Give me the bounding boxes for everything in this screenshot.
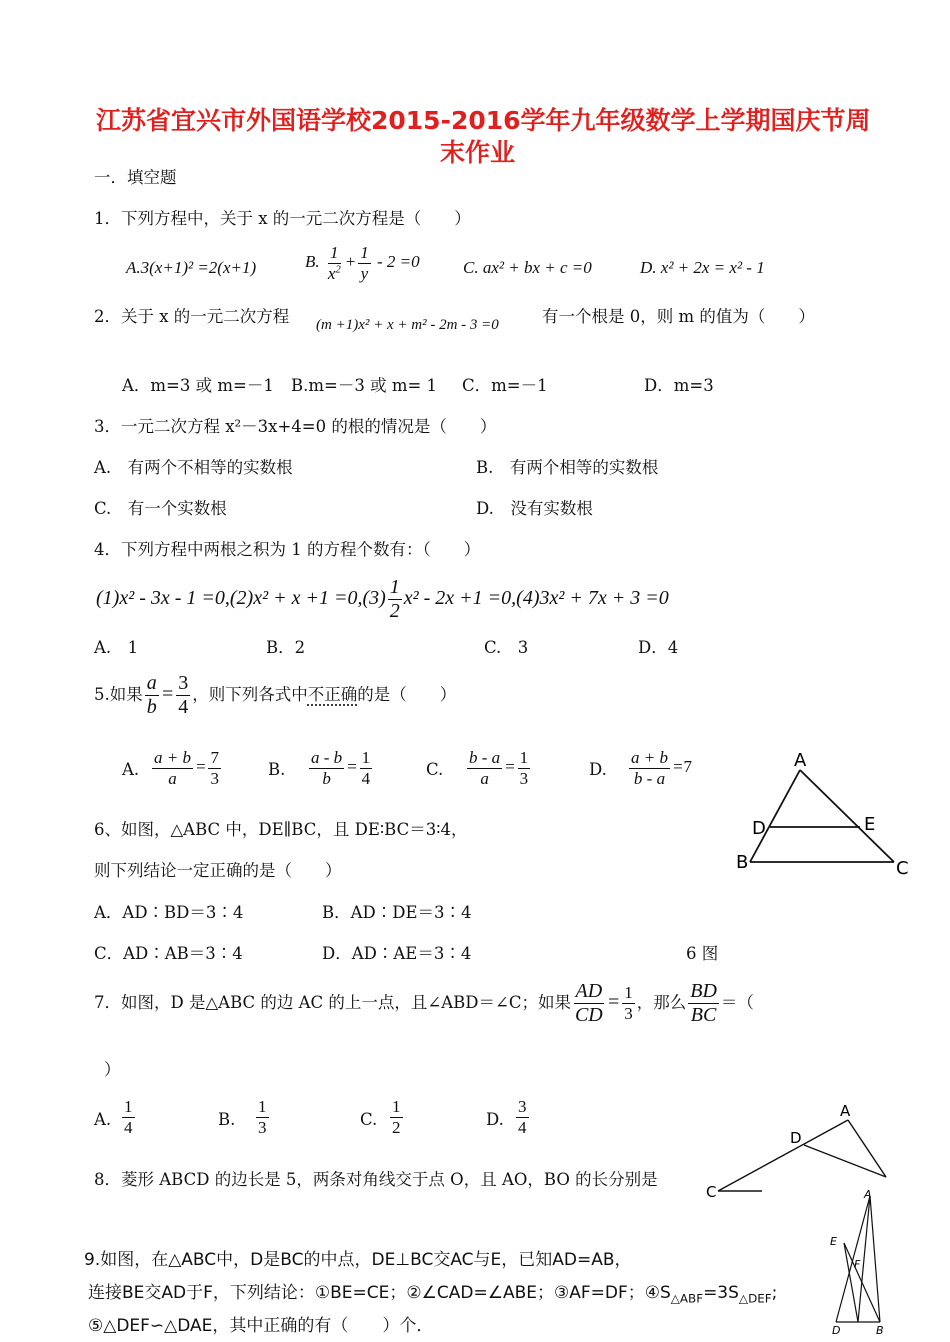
q2-option-c: C．m=－1 <box>462 376 548 395</box>
q5-suffix: 的是（ ） <box>357 685 457 704</box>
q5-option-a-label: A. <box>122 760 140 779</box>
q1-option-c: C. ax² + bx + c =0 <box>463 258 592 277</box>
q1-option-b-label: B. <box>305 251 320 271</box>
q6-option-d: D．AD∶AE＝3∶4 <box>322 944 472 963</box>
q3-option-c: C. 有一个实数根 <box>94 499 227 518</box>
q5-option-d: $\frac{a + b}{b - a}$ =7 <box>631 748 692 788</box>
section-heading: 一．填空题 <box>94 168 177 187</box>
q7-stem-text: 7．如图，D 是△ABC 的边 AC 的上一点，且∠ABD＝∠C；如果 <box>94 993 571 1012</box>
q6-side-ac <box>800 770 894 862</box>
q7-label-a: A <box>840 1102 851 1120</box>
q6-label-d: D <box>752 818 766 839</box>
q7-option-c-label: C. <box>360 1110 378 1129</box>
q7-stem: 7．如图，D 是△ABC 的边 AC 的上一点，且∠ABD＝∠C；如果 $\frac{AD}{CD}$ = $\frac{1}{3}$ ，那么 $\frac{BD}{BC}$ ＝（ <box>94 980 754 1026</box>
q7-option-d: $\frac{3}{4}$ <box>518 1097 527 1137</box>
q7-triangle-figure <box>700 1100 900 1200</box>
q2-option-b: B.m=－3 或 m= 1 <box>291 376 438 395</box>
q5-option-b-label: B. <box>268 760 286 779</box>
q1-frac-1: $\frac{1}{x^2}$ <box>327 243 341 283</box>
q1-option-b: B. $\frac{1}{x^2}$ + $\frac{1}{y}$ - 2 =0 <box>305 243 420 283</box>
q3-option-a: A. 有两个不相等的实数根 <box>94 458 293 477</box>
q2-option-d: D．m=3 <box>644 376 714 395</box>
q9-line-ac <box>836 1196 870 1322</box>
q6-label-e: E <box>864 814 876 835</box>
q9-label-d: D <box>832 1324 841 1337</box>
q9-line2-text: 连接BE交AD于F，下列结论：①BE=CE；②∠CAD=∠ABE；③AF=DF；④S <box>88 1283 671 1303</box>
q7-label-c: C <box>706 1183 717 1200</box>
q7-ratio-13: $\frac{1}{3}$ <box>624 983 633 1023</box>
q5-ratio-ab: $\frac{a}{b}$ <box>146 672 157 718</box>
q1-stem: 1．下列方程中，关于 x 的一元二次方程是（ ） <box>94 209 471 228</box>
q1-option-b-tail: - 2 =0 <box>376 251 420 271</box>
q1-option-d: D. x² + 2x = x² - 1 <box>640 258 765 277</box>
q5-stem: 5.如果 $\frac{a}{b}$ = $\frac{3}{4}$ ，则下列各式中不正确的是（ ） <box>94 672 457 718</box>
q7-option-d-label: D. <box>486 1110 504 1129</box>
q7-option-a: $\frac{1}{4}$ <box>124 1097 133 1137</box>
q6-option-c: C．AD∶AB＝3∶4 <box>94 944 243 963</box>
q9-line2: 连接BE交AD于F，下列结论：①BE=CE；②∠CAD=∠ABE；③AF=DF；$④S_{\triangle ABF}=3S_{\triangle DEF}$; <box>88 1283 778 1306</box>
q9-label-f: F <box>854 1258 861 1271</box>
q2-stem: 2．关于 x 的一元二次方程 <box>94 307 290 326</box>
q6-line1: 6、如图，△ABC 中，DE∥BC，且 DE∶BC＝3∶4， <box>94 820 468 839</box>
q9-label-a: A <box>864 1188 872 1201</box>
q4-option-d: D．4 <box>638 638 679 657</box>
q7-tail: ＝（ <box>720 993 754 1012</box>
q5-prefix: 5.如果 <box>94 685 143 704</box>
q5-option-a: $\frac{a + b}{a}$ = $\frac{7}{3}$ <box>154 748 219 788</box>
q4-equations <box>96 576 669 623</box>
q9-triangle-figure <box>824 1188 904 1338</box>
q7-option-b-label: B. <box>218 1110 236 1129</box>
q6-label-a: A <box>794 750 807 771</box>
q2-tail: 有一个根是 0，则 m 的值为（ ） <box>542 307 815 326</box>
q2-option-a: A．m=3 或 m=－1 <box>122 376 274 395</box>
q7-option-c: $\frac{1}{2}$ <box>392 1097 401 1137</box>
q3-option-b: B. 有两个相等的实数根 <box>476 458 659 477</box>
q4-half-frac: $\frac{1}{2}$ <box>389 576 400 622</box>
q3-option-d: D. 没有实数根 <box>476 499 593 518</box>
q4-option-c: C. 3 <box>484 638 529 657</box>
q4-eq-part2: x² - 2x +1 =0,(4)3x² + 7x + 3 =0 <box>403 587 669 610</box>
q6-option-a: A．AD∶BD＝3∶4 <box>94 903 244 922</box>
q7-option-a-label: A. <box>94 1110 112 1129</box>
q5-option-d-label: D. <box>589 760 607 779</box>
q4-stem: 4．下列方程中两根之积为 1 的方程个数有：（ ） <box>94 540 481 559</box>
q9-label-e: E <box>830 1235 837 1248</box>
q1-option-a: A.3(x+1)² =2(x+1) <box>126 258 257 277</box>
q6-label-b: B <box>736 852 749 873</box>
q7-mid: ，那么 <box>636 993 687 1012</box>
q7-close-paren: ） <box>104 1060 121 1079</box>
q3-stem: 3．一元二次方程 x²－3x+4=0 的根的情况是（ ） <box>94 417 497 436</box>
q5-option-c-label: C. <box>426 760 444 779</box>
q7-ratio-bd-bc: $\frac{BD}{BC}$ <box>690 980 717 1026</box>
q8-stem: 8．菱形 ABCD 的边长是 5，两条对角线交于点 O，且 AO，BO 的长分别是 <box>94 1170 658 1189</box>
q5-emph: 不正确 <box>307 685 358 704</box>
q1-frac-2: $\frac{1}{y}$ <box>360 243 369 283</box>
q7-side-ab <box>848 1120 886 1177</box>
q6-side-ab <box>750 770 800 862</box>
q6-line2: 则下列结论一定正确的是（ ） <box>94 861 342 880</box>
q6-caption: 6 图 <box>686 944 719 963</box>
q7-side-ca <box>718 1120 848 1191</box>
q9-label-b: B <box>876 1324 884 1337</box>
q6-label-c: C <box>896 858 909 879</box>
q5-option-c: $\frac{b - a}{a}$ = $\frac{1}{3}$ <box>469 748 529 788</box>
q7-label-d: D <box>790 1129 802 1147</box>
q5-option-b: $\frac{a - b}{b}$ = $\frac{1}{4}$ <box>311 748 371 788</box>
q7-option-b: $\frac{1}{3}$ <box>258 1097 267 1137</box>
q4-option-a: A. 1 <box>94 638 139 657</box>
q5-ratio-34: $\frac{3}{4}$ <box>178 672 189 718</box>
q5-mid: ，则下列各式中 <box>192 685 308 704</box>
doc-title-line1: 江苏省宜兴市外国语学校2015-2016学年九年级数学上学期国庆节周 <box>96 106 871 135</box>
q9-line1: 9.如图，在△ABC中，D是BC的中点，DE⊥BC交AC与E，已知AD=AB， <box>84 1250 632 1270</box>
q4-option-b: B．2 <box>266 638 306 657</box>
q7-segment-bd <box>804 1145 886 1177</box>
q4-eq-part1: (1)x² - 3x - 1 =0,(2)x² + x +1 =0,(3) <box>96 587 386 610</box>
q2-equation: (m +1)x² + x + m² - 2m - 3 =0 <box>316 317 499 333</box>
q6-triangle-figure <box>732 750 912 880</box>
q6-option-b: B．AD∶DE＝3∶4 <box>322 903 472 922</box>
doc-title-line2: 末作业 <box>440 138 516 167</box>
q9-line3: ⑤△DEF∽△DAE，其中正确的有（ ）个． <box>88 1316 434 1336</box>
q7-ratio-ad-cd: $\frac{AD}{CD}$ <box>574 980 603 1026</box>
